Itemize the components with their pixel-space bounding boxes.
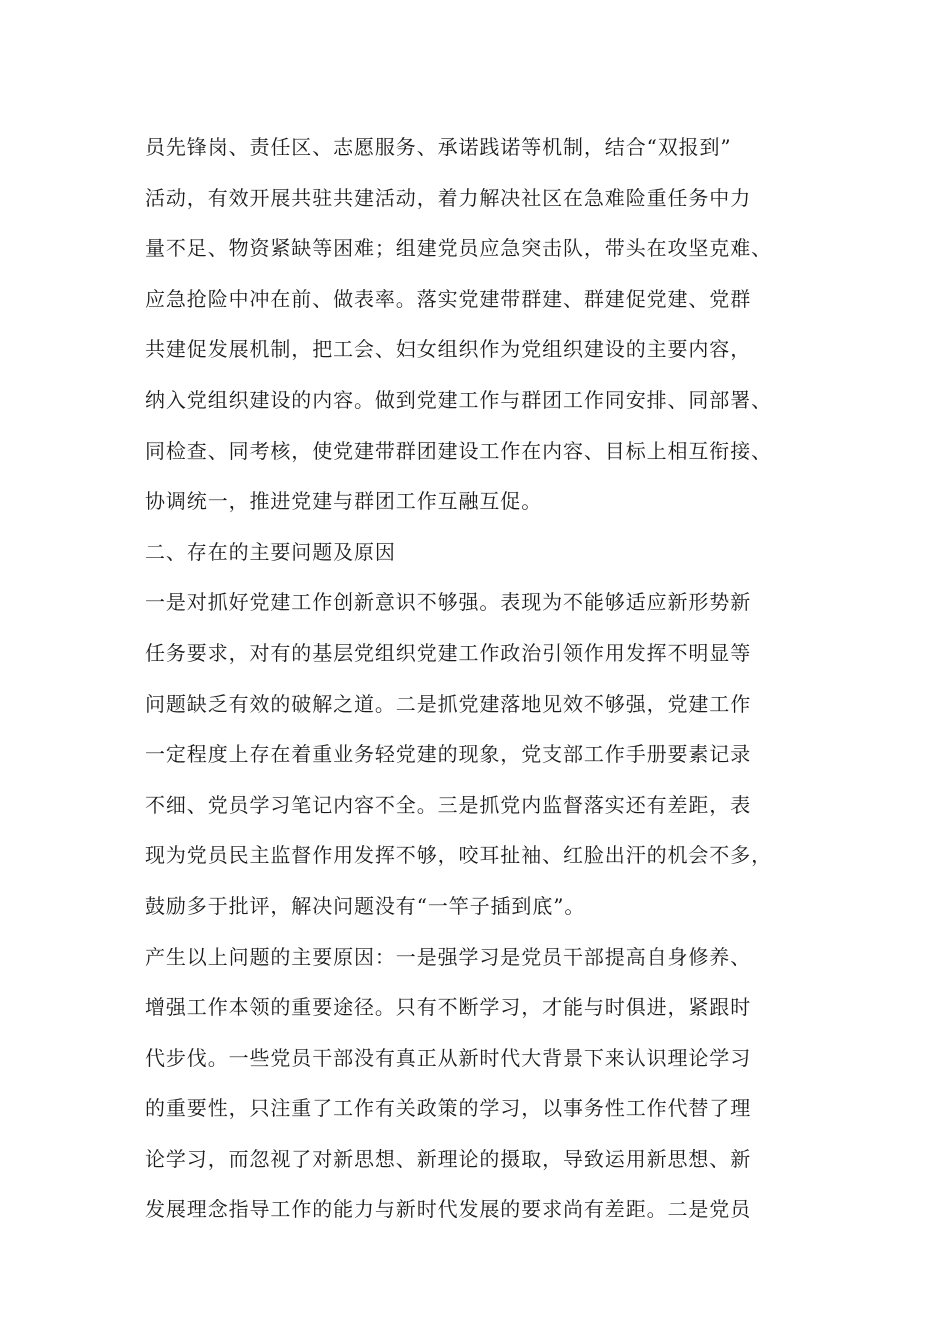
text-line: 增强工作本领的重要途径。只有不断学习，才能与时俱进，紧跟时 [145, 995, 752, 1020]
text-line: 论学习，而忽视了对新思想、新理论的摄取，导致运用新思想、新 [145, 1146, 752, 1171]
text-line: 量不足、物资紧缺等困难；组建党员应急突击队，带头在攻坚克难、 [145, 236, 772, 261]
text-line: 协调统一，推进党建与群团工作互融互促。 [145, 489, 543, 514]
text-line: 同检查、同考核，使党建带群团建设工作在内容、目标上相互衔接、 [145, 438, 772, 463]
text-line: 一是对抓好党建工作创新意识不够强。表现为不能够适应新形势新 [145, 590, 752, 615]
document-body [145, 130, 835, 1243]
text-line: 现为党员民主监督作用发挥不够，咬耳扯袖、红脸出汗的机会不多， [145, 843, 772, 868]
text-line: 任务要求，对有的基层党组织党建工作政治引领作用发挥不明显等 [145, 640, 752, 665]
text-line: 应急抢险中冲在前、做表率。落实党建带群建、群建促党建、党群 [145, 286, 752, 311]
text-line: 鼓励多于批评，解决问题没有“一竿子插到底”。 [145, 893, 586, 918]
text-line: 共建促发展机制，把工会、妇女组织作为党组织建设的主要内容， [145, 337, 752, 362]
text-line: 问题缺乏有效的破解之道。二是抓党建落地见效不够强，党建工作 [145, 691, 752, 716]
text-line: 员先锋岗、责任区、志愿服务、承诺践诺等机制，结合“双报到” [145, 135, 732, 159]
text-line: 的重要性，只注重了工作有关政策的学习，以事务性工作代替了理 [145, 1096, 752, 1121]
text-line: 代步伐。一些党员干部没有真正从新时代大背景下来认识理论学习 [145, 1045, 752, 1070]
section-heading: 二、存在的主要问题及原因 [145, 539, 396, 564]
text-line: 发展理念指导工作的能力与新时代发展的要求尚有差距。二是党员 [145, 1197, 752, 1222]
text-line: 不细、党员学习笔记内容不全。三是抓党内监督落实还有差距，表 [145, 792, 752, 817]
text-line: 一定程度上存在着重业务轻党建的现象，党支部工作手册要素记录 [145, 742, 752, 767]
text-line: 活动，有效开展共驻共建活动，着力解决社区在急难险重任务中力 [145, 185, 752, 210]
text-line: 纳入党组织建设的内容。做到党建工作与群团工作同安排、同部署、 [145, 387, 772, 412]
text-line: 产生以上问题的主要原因：一是强学习是党员干部提高自身修养、 [145, 944, 752, 969]
